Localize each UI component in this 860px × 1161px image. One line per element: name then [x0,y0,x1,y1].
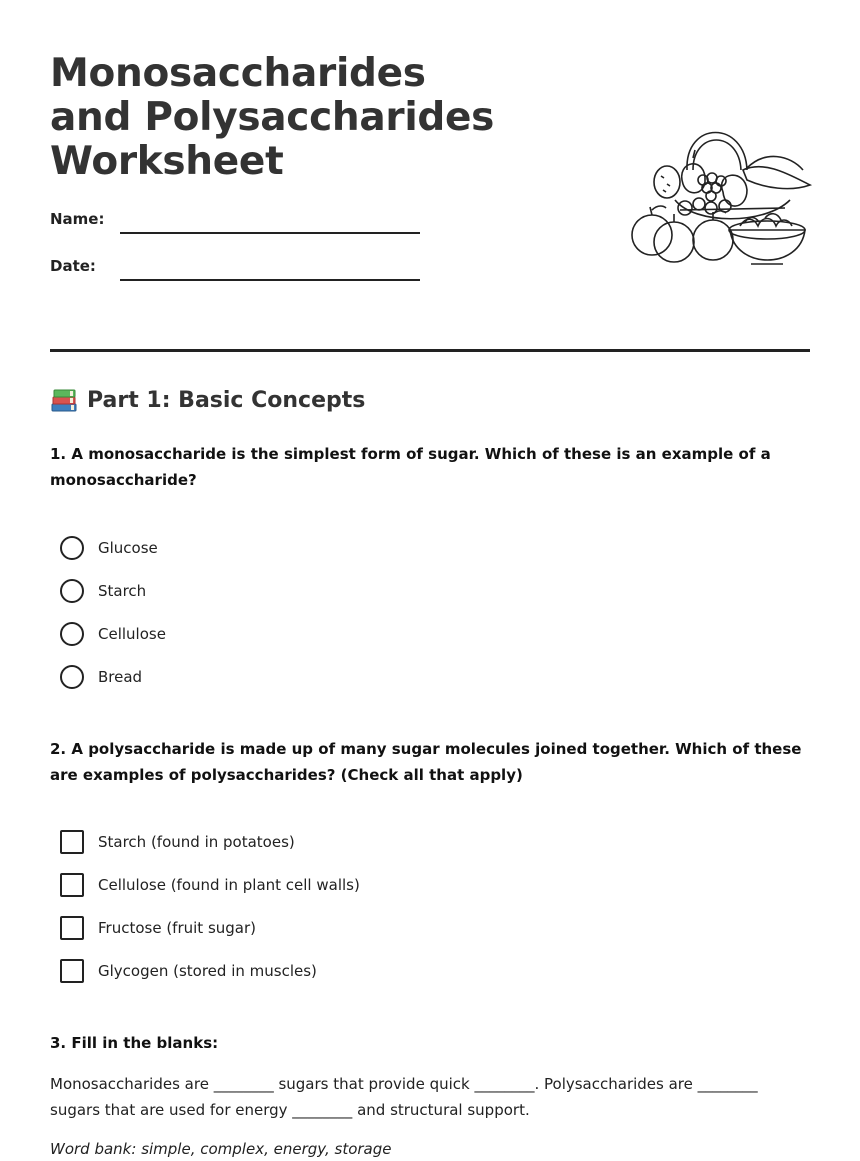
part1-heading-text: Part 1: Basic Concepts [87,387,366,413]
radio-button[interactable] [60,536,84,560]
question-2: 2. A polysaccharide is made up of many sugar molecules joined together. Which of these are examples of polysaccharides? (Check all that apply) [50,740,802,784]
option-label: Bread [98,668,143,686]
option-label: Cellulose [98,625,166,643]
option-label: Fructose (fruit sugar) [98,919,257,937]
question-1: 1. A monosaccharide is the simplest form of sugar. Which of these is an example of a monosaccharide? [50,445,771,489]
option-label: Starch [98,582,147,600]
name-field-row [50,210,420,240]
name-input-line[interactable] [120,232,420,234]
header-divider [50,349,810,352]
radio-button[interactable] [60,579,84,603]
date-input-line[interactable] [120,279,420,281]
name-label: Name: [50,210,105,228]
books-icon [50,387,78,413]
option-label: Starch (found in potatoes) [98,833,295,851]
q2-option-starch[interactable] [60,829,295,855]
worksheet-page [50,0,810,1161]
fill-in-sentence: Monosaccharides are ________ sugars that provide quick ________. Polysaccharides are ________ sugars that are used for energy ________ and structural support. [50,1075,758,1119]
q1-option-cellulose[interactable] [60,621,166,647]
q2-option-fructose[interactable] [60,915,256,941]
q1-option-glucose[interactable] [60,535,158,561]
checkbox[interactable] [60,830,84,854]
date-label: Date: [50,257,96,275]
radio-button[interactable] [60,622,84,646]
option-label: Cellulose (found in plant cell walls) [98,876,360,894]
q1-option-bread[interactable] [60,664,142,690]
question-3: 3. Fill in the blanks: [50,1034,219,1052]
q1-option-starch[interactable] [60,578,146,604]
date-field-row [50,257,420,287]
option-label: Glycogen (stored in muscles) [98,962,317,980]
checkbox[interactable] [60,959,84,983]
radio-button[interactable] [60,665,84,689]
word-bank: Word bank: simple, complex, energy, storage [50,1140,392,1158]
option-label: Glucose [98,539,158,557]
q2-option-cellulose[interactable] [60,872,360,898]
part1-heading [50,387,365,413]
fruit-basket-illustration [575,100,815,280]
q2-option-glycogen[interactable] [60,958,317,984]
checkbox[interactable] [60,873,84,897]
worksheet-title: Monosaccharides and Polysaccharides Worksheet [50,51,495,184]
checkbox[interactable] [60,916,84,940]
